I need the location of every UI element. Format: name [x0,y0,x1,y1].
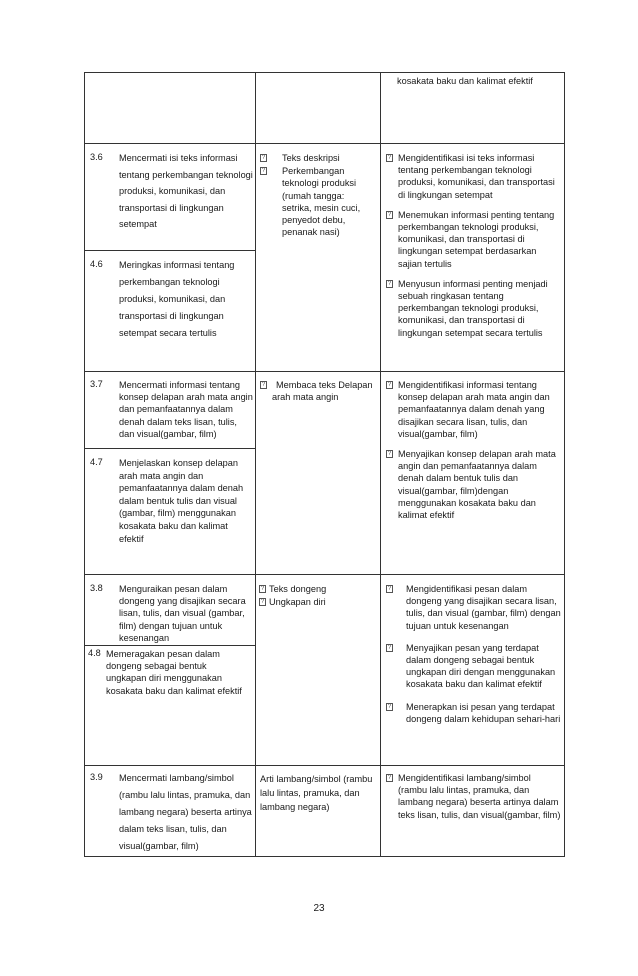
materi-cell [260,379,376,409]
indikator-cell [386,583,562,731]
indikator-cell [386,772,562,827]
missing-glyph-icon: ? [387,382,392,388]
indikator-item: ? Mengidentifikasi lambang/simbol (rambu lalu lintas, pramuka, dan lambang negara) beserta artinya dalam teks lisan, tulis, dan visual(gambar, film) [387,773,561,820]
indikator-item: ? Mengidentifikasi pesan dalam dongeng yang disajikan secara lisan, tulis, dan visual (gambar, film) dengan tujuan untuk kesenangan [387,584,561,631]
missing-glyph-icon: ? [387,644,392,651]
indikator-item: ? Menemukan informasi penting tentang perkembangan teknologi produksi, komunikasi, dan transportasi di lingkungan setempat berdasarkan sajian tertulis [387,209,555,269]
indikator-item: ? Menyajikan konsep delapan arah mata angin dan pemanfaatannya dalam denah dalam bentuk tulis dan visual(gambar, film)dengan menggunakan kosakata baku dan kalimat efektif [387,449,556,521]
row-divider [84,765,565,766]
materi-cell [259,583,375,614]
kd-text: Menguraikan pesan dalam dongeng yang disajikan secara lisan, tulis, dan visual (gambar, film) dengan tujuan untuk kesenangan [119,584,246,643]
row-divider [84,371,565,372]
missing-glyph-icon: ? [387,280,392,287]
missing-glyph-icon: ? [261,382,266,388]
kd-text: Meringkas informasi tentang perkembangan teknologi produksi, komunikasi, dan transportasi di lingkungan setempat secara tertulis [119,260,235,338]
kd-text: Memeragakan pesan dalam dongeng sebagai bentuk ungkapan diri menggunakan kosakata baku dan kalimat efektif [106,649,242,696]
row-divider [84,250,256,251]
indikator-cell [386,152,562,345]
materi-cell [260,772,376,814]
kd-number: 3.7 [90,379,103,389]
missing-glyph-icon: ? [387,211,392,218]
missing-glyph-icon: ? [387,155,392,161]
materi-item: ? Teks dongeng [260,584,327,594]
materi-item: ? Membaca teks Delapan arah mata angin [261,380,373,403]
kd-number: 4.8 [88,648,101,658]
page-number: 23 [313,903,325,914]
kd-number: 4.6 [90,259,103,269]
indikator-item: ? Menyusun informasi penting menjadi sebuah ringkasan tentang perkembangan teknologi produksi, komunikasi, dan transportasi di lingkungan setempat secara tertulis [387,278,548,338]
kd-text: Mencermati isi teks informasi tentang perkembangan teknologi produksi, komunikasi, dan transportasi di lingkungan setempat [119,153,253,229]
indikator-item: ? Mengidentifikasi informasi tentang konsep delapan arah mata angin dan pemanfaatannya dalam denah yang disajikan secara lisan, tulis, dan visual(gambar, film) [387,380,550,439]
indikator-item: ? Mengidentifikasi isi teks informasi tentang perkembangan teknologi produksi, komunikasi, dan transportasi di lingkungan setempat [387,153,555,200]
kd-text: Mencermati informasi tentang konsep delapan arah mata angin dan pemanfaatannya dalam denah dalam teks lisan, tulis, dan visual(gambar, film) [119,380,253,439]
missing-glyph-icon: ? [387,703,392,710]
row-divider [84,645,256,646]
indikator-cell [397,74,562,88]
indikator-text: kosakata baku dan kalimat efektif [397,76,533,86]
column-divider [380,72,381,857]
missing-glyph-icon: ? [260,586,265,592]
materi-item: ? Ungkapan diri [260,597,326,608]
kd-number: 3.6 [90,152,103,162]
row-divider [84,143,565,144]
kd-text: Menjelaskan konsep delapan arah mata angin dan pemanfaatannya dalam denah dalam bentuk tulis dan visual (gambar, film) menggunakan kosakata baku dan kalimat efektif [119,458,244,544]
materi-text: Arti lambang/simbol (rambu lalu lintas, pramuka, dan lambang negara) [260,774,373,812]
missing-glyph-icon: ? [261,168,266,175]
kd-number: 4.7 [90,457,103,467]
indikator-cell [386,379,562,527]
kd-number: 3.8 [90,583,103,593]
materi-item: ? Perkembangan teknologi produksi (rumah tangga: setrika, mesin cuci, penyedot debu, penanak nasi) [261,166,361,238]
missing-glyph-icon: ? [261,155,266,161]
missing-glyph-icon: ? [260,599,265,606]
kd-number: 3.9 [90,772,103,782]
indikator-item: ? Menerapkan isi pesan yang terdapat dongeng dalam kehidupan sehari-hari [387,701,561,724]
column-divider [255,72,256,857]
row-divider [84,574,565,575]
indikator-item: ? Menyajikan pesan yang terdapat dalam dongeng sebagai bentuk ungkapan diri dengan menggunakan kosakata baku dan kalimat efektif [387,642,556,690]
missing-glyph-icon: ? [387,775,392,781]
row-divider [84,448,256,449]
kd-text: Mencermati lambang/simbol (rambu lalu lintas, pramuka, dan lambang negara) beserta artinya dalam teks lisan, tulis, dan visual(gambar, film) [119,773,252,851]
materi-item: ? Teks deskripsi [261,153,340,163]
missing-glyph-icon: ? [387,451,392,458]
materi-cell [260,152,376,244]
missing-glyph-icon: ? [387,586,392,592]
